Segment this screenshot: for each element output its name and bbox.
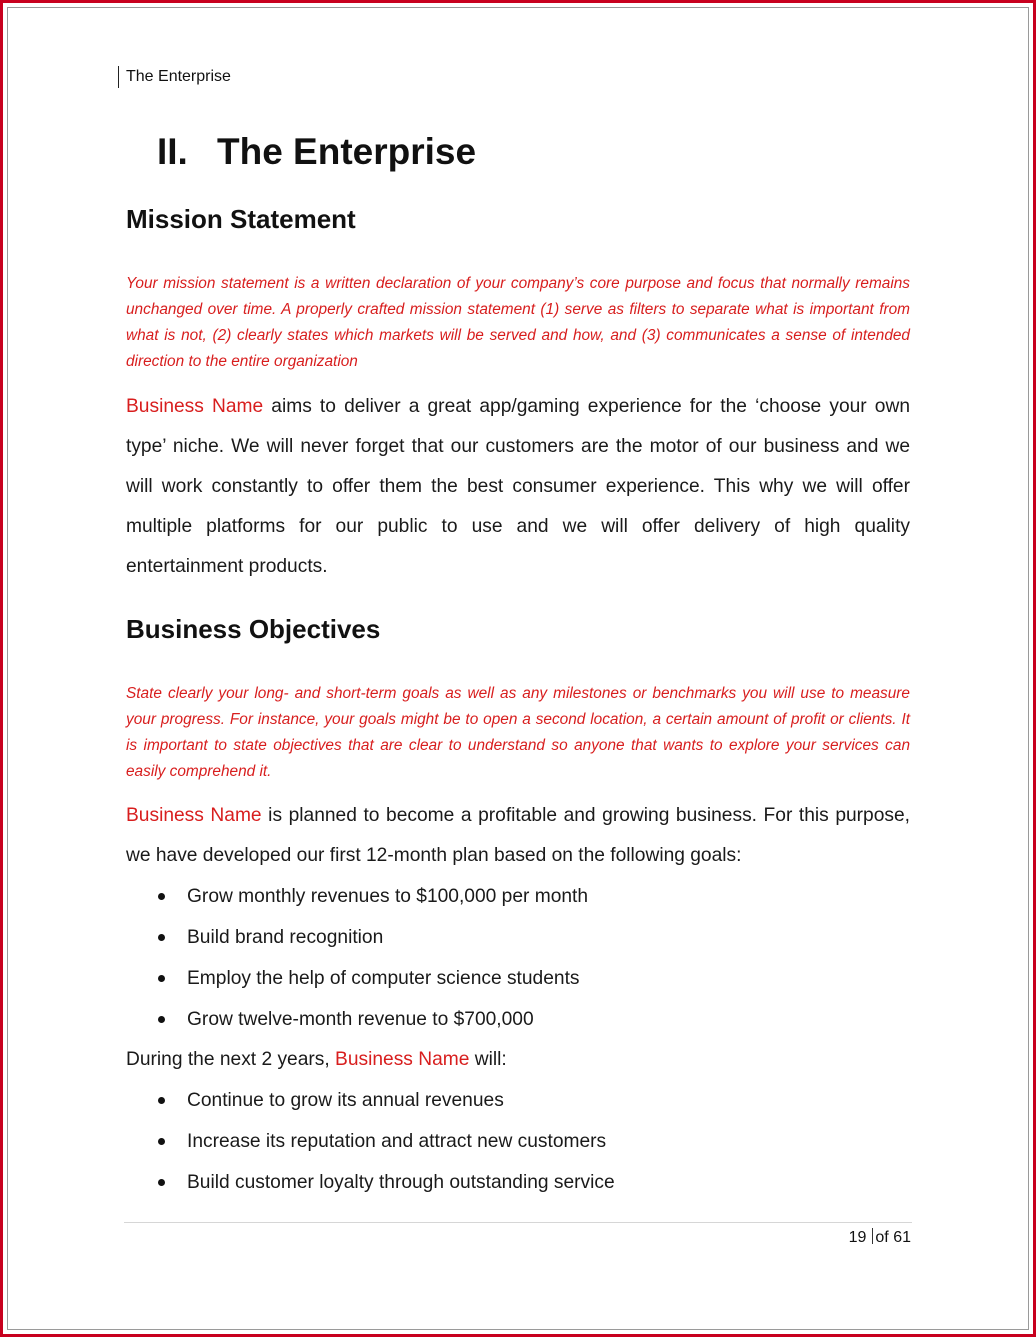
list-item-text: Grow monthly revenues to $100,000 per month <box>187 886 589 907</box>
business-name-placeholder: Business Name <box>126 396 264 417</box>
objectives-heading: Business Objectives <box>126 614 381 644</box>
chapter-title <box>157 128 476 176</box>
list-item <box>126 999 910 1040</box>
two-year-suffix: will: <box>469 1049 507 1070</box>
bullet-icon <box>158 975 165 982</box>
bullet-icon <box>158 1138 165 1145</box>
mission-body <box>126 387 910 587</box>
list-item <box>126 1080 910 1121</box>
page-current: 19 <box>848 1229 867 1246</box>
goals-list <box>126 876 910 1040</box>
chapter-number: II. <box>157 131 188 172</box>
objectives-intro-text: is planned to become a profitable and growing business. For this purpose, we have developed our first 12-month plan based on the following goals: <box>126 805 910 866</box>
list-item-text: Continue to grow its annual revenues <box>187 1090 504 1111</box>
list-item-text: Build brand recognition <box>187 927 384 948</box>
bullet-icon <box>158 934 165 941</box>
bullet-icon <box>158 1016 165 1023</box>
bullet-icon <box>158 1097 165 1104</box>
mission-heading: Mission Statement <box>126 204 356 234</box>
two-year-intro <box>126 1040 910 1080</box>
mission-body-text: aims to deliver a great app/gaming experience for the ‘choose your own type’ niche. We will never forget that our customers are the motor of our business and we will work constantly to offer them the best consumer experience. This why we will offer multiple platforms for our public to use and we will offer delivery of high quality entertainment products. <box>126 396 910 577</box>
footer-divider <box>124 1222 912 1223</box>
list-item-text: Build customer loyalty through outstanding service <box>187 1172 615 1193</box>
objectives-intro <box>126 796 910 876</box>
list-item <box>126 917 910 958</box>
bullet-icon <box>158 893 165 900</box>
list-item-text: Employ the help of computer science students <box>187 968 580 989</box>
business-name-placeholder: Business Name <box>335 1049 470 1070</box>
list-item <box>126 876 910 917</box>
page-total: of 61 <box>875 1229 911 1246</box>
mission-instruction: Your mission statement is a written declaration of your company’s core purpose and focus that normally remains unchanged over time. A properly crafted mission statement (1) serve as filters to separate what is important from what is not, (2) clearly states which markets will be served and how, and (3) communicates a sense of intended direction to the entire organization <box>126 275 910 370</box>
running-header: The Enterprise <box>118 66 231 88</box>
chapter-title-text: The Enterprise <box>217 131 477 172</box>
bullet-icon <box>158 1179 165 1186</box>
list-item-text: Grow twelve-month revenue to $700,000 <box>187 1009 534 1030</box>
two-year-goals-list <box>126 1080 910 1203</box>
page-number <box>849 1228 911 1248</box>
list-item <box>126 958 910 999</box>
objectives-instruction: State clearly your long- and short-term goals as well as any milestones or benchmarks you will use to measure your progress. For instance, your goals might be to open a second location, a certain amount of profit or clients. It is important to state objectives that are clear to understand so anyone that wants to explore your services can easily comprehend it. <box>126 685 910 780</box>
list-item-text: Increase its reputation and attract new customers <box>187 1131 607 1152</box>
business-name-placeholder: Business Name <box>126 805 262 826</box>
page-number-separator <box>872 1228 873 1244</box>
list-item <box>126 1162 910 1203</box>
list-item <box>126 1121 910 1162</box>
two-year-prefix: During the next 2 years, <box>126 1049 336 1070</box>
